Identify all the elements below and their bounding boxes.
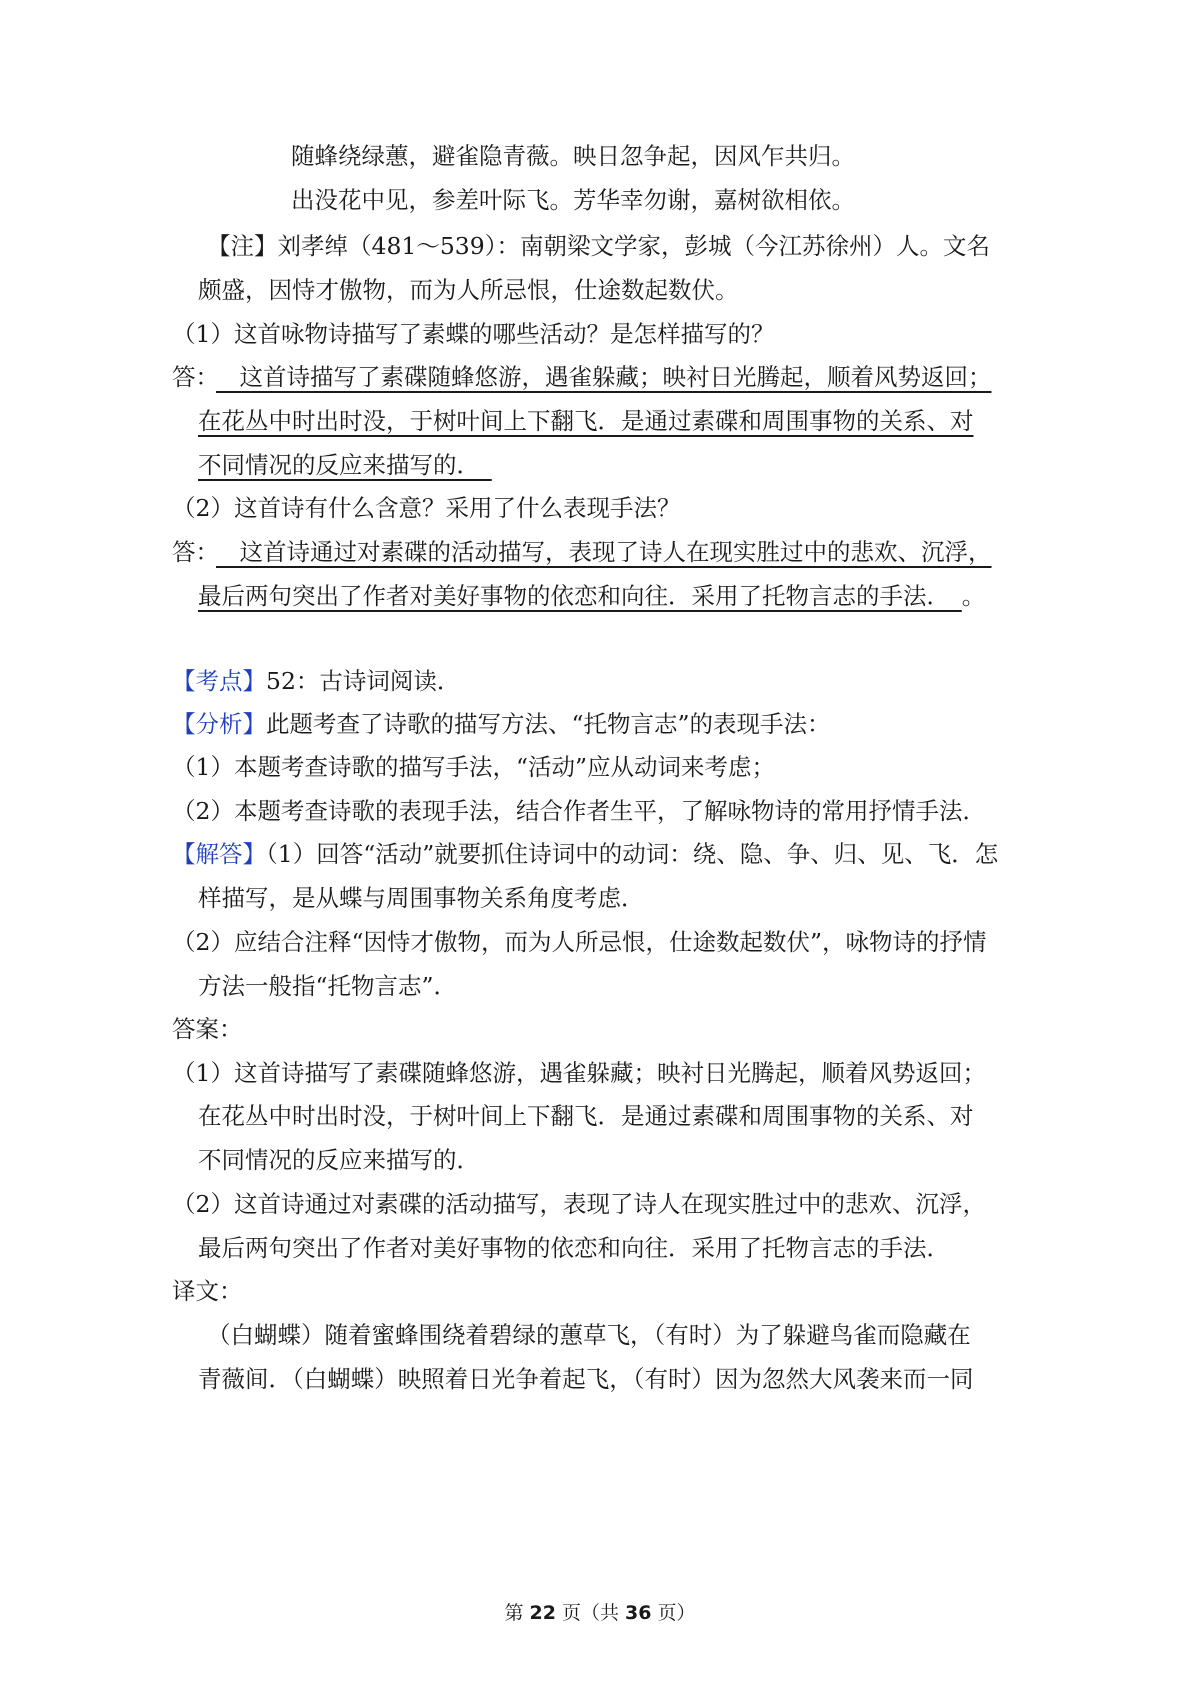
footer-mid: 页（共 xyxy=(555,1602,626,1624)
answer-1-label: 答： xyxy=(172,363,219,391)
footer-page-number: 22 xyxy=(529,1602,556,1624)
answer-2-line-2-row xyxy=(198,580,985,612)
jieda-tag: 【解答】 xyxy=(172,840,266,868)
poem-line-2: 出没花中见，参差叶际飞。芳华幸勿谢，嘉树欲相依。 xyxy=(291,186,855,214)
yiwen-line-1: （白蝴蝶）随着蜜蜂围绕着碧绿的蕙草飞，（有时）为了躲避鸟雀而隐藏在 xyxy=(207,1321,971,1349)
fenxi-text: 此题考查了诗歌的描写方法、“托物言志”的表现手法： xyxy=(266,710,831,738)
answer-2-line-1: 这首诗通过对素碟的活动描写，表现了诗人在现实胜过中的悲欢、沉浮， xyxy=(216,538,992,566)
jieda-row xyxy=(172,838,998,870)
note-line-1: 【注】刘孝绰（481～539）：南朝梁文学家，彭城（今江苏徐州）人。文名 xyxy=(207,232,990,260)
yiwen-line-2: 青薇间．（白蝴蝶）映照着日光争着起飞，（有时）因为忽然大风袭来而一同 xyxy=(198,1365,974,1393)
poem-line-1: 随蜂绕绿蕙，避雀隐青薇。映日忽争起，因风乍共归。 xyxy=(291,142,855,170)
answer-1-line-3: 不同情况的反应来描写的． xyxy=(198,451,492,479)
jieda-line-1: （1）回答“活动”就要抓住诗词中的动词：绕、隐、争、归、见、飞．怎 xyxy=(266,840,999,868)
footer-pre: 第 xyxy=(504,1602,530,1624)
jieda-line-4: 方法一般指“托物言志”． xyxy=(198,972,458,1000)
answer-1-line-1: 这首诗描写了素碟随蜂悠游，遇雀躲藏；映衬日光腾起，顺着风势返回； xyxy=(216,363,992,391)
jieda-line-3: （2）应结合注释“因恃才傲物，而为人所忌恨，仕途数起数伏”，咏物诗的抒情 xyxy=(172,928,987,956)
jieda-line-2: 样描写，是从蝶与周围事物关系角度考虑． xyxy=(198,884,645,912)
fenxi-row xyxy=(172,708,831,740)
question-1: （1）这首咏物诗描写了素蝶的哪些活动？是怎样描写的？ xyxy=(172,320,775,348)
question-2: （2）这首诗有什么含意？采用了什么表现手法？ xyxy=(172,494,681,522)
daan-line-5: 最后两句突出了作者对美好事物的依恋和向往．采用了托物言志的手法． xyxy=(198,1234,950,1262)
daan-line-1: （1）这首诗描写了素碟随蜂悠游，遇雀躲藏；映衬日光腾起，顺着风势返回； xyxy=(172,1059,986,1087)
daan-line-2: 在花丛中时出时没，于树叶间上下翻飞．是通过素碟和周围事物的关系、对 xyxy=(198,1102,974,1130)
yiwen-label: 译文： xyxy=(172,1277,243,1305)
kaodian-tag: 【考点】 xyxy=(172,667,266,695)
daan-line-3: 不同情况的反应来描写的． xyxy=(198,1146,480,1174)
kaodian-row xyxy=(172,665,460,697)
fenxi-tag: 【分析】 xyxy=(172,710,266,738)
answer-2-line-2: 最后两句突出了作者对美好事物的依恋和向往．采用了托物言志的手法． xyxy=(198,582,962,610)
fenxi-item-2: （2）本题考查诗歌的表现手法，结合作者生平，了解咏物诗的常用抒情手法． xyxy=(172,797,986,825)
answer-2-label: 答： xyxy=(172,538,219,566)
kaodian-text: 52：古诗词阅读． xyxy=(266,667,461,695)
daan-label: 答案： xyxy=(172,1015,243,1043)
footer-post: 页） xyxy=(651,1602,696,1624)
page-footer xyxy=(0,1600,1200,1626)
answer-2-end: 。 xyxy=(961,582,986,610)
footer-total-pages: 36 xyxy=(625,1602,652,1624)
note-line-2: 颇盛，因恃才傲物，而为人所忌恨，仕途数起数伏。 xyxy=(198,276,739,304)
answer-1-line-2: 在花丛中时出时没，于树叶间上下翻飞．是通过素碟和周围事物的关系、对 xyxy=(198,407,974,435)
fenxi-item-1: （1）本题考查诗歌的描写手法，“活动”应从动词来考虑； xyxy=(172,753,775,781)
daan-line-4: （2）这首诗通过对素碟的活动描写，表现了诗人在现实胜过中的悲欢、沉浮， xyxy=(172,1190,986,1218)
